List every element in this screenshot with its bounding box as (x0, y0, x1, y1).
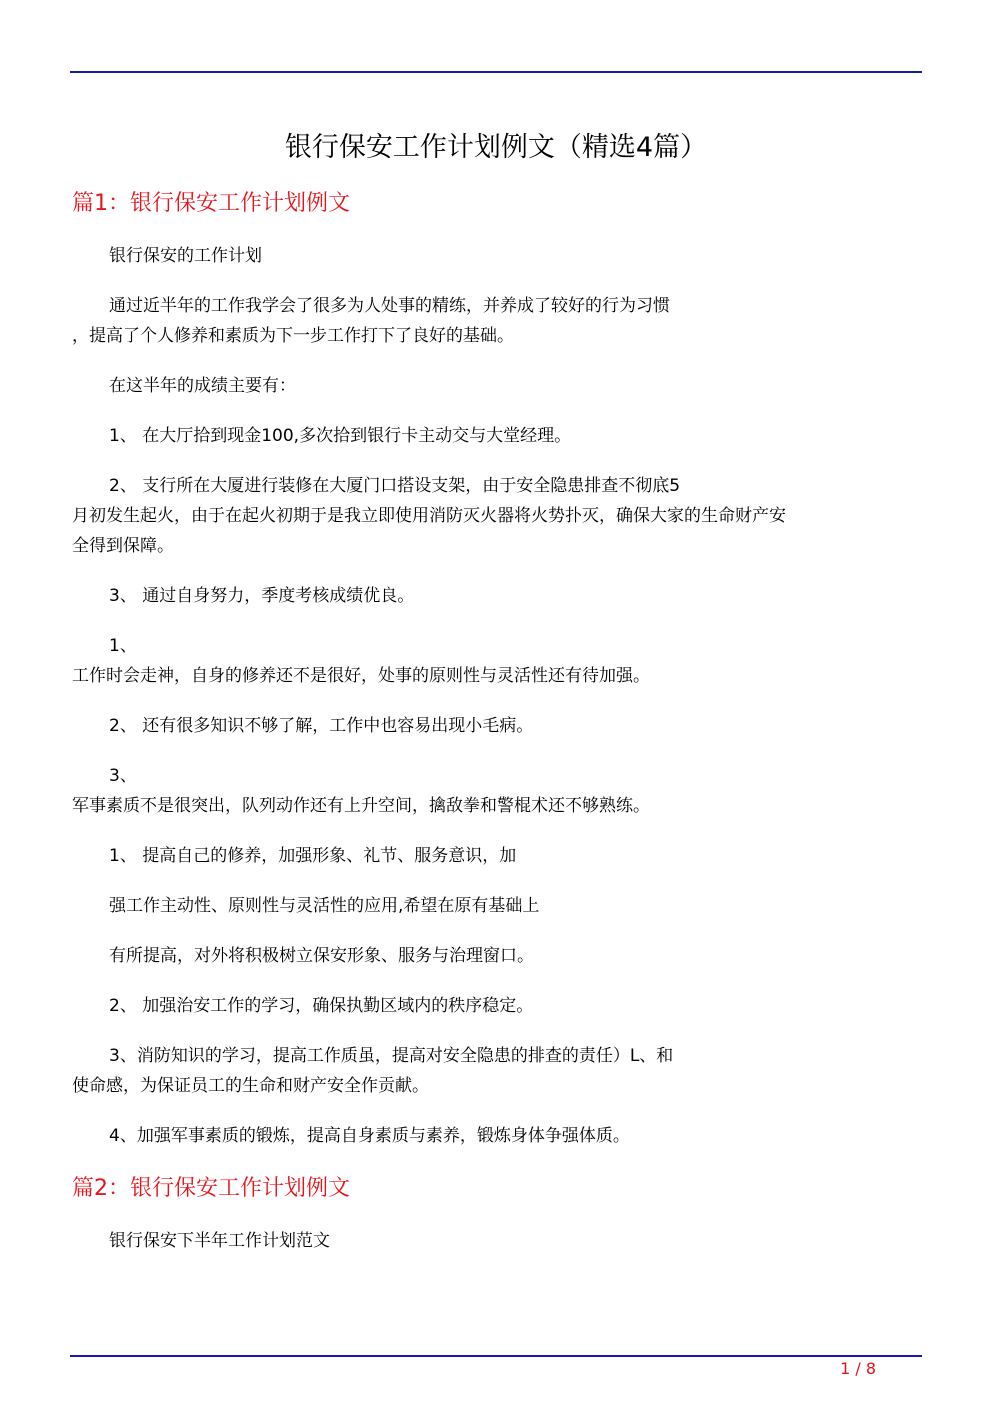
text-line: 使命感，为保证员工的生命和财产安全作贡献。 (72, 1076, 429, 1096)
text-line: 4、加强军事素质的锻炼，提高自身素质与素养，锻炼身体争强体质。 (109, 1126, 630, 1146)
document-body (72, 186, 922, 1276)
text-line: 军事素质不是很突出，队列动作还有上升空间，擒敌拳和警棍术还不够熟练。 (72, 796, 650, 816)
paragraph (72, 421, 922, 451)
text-line: 1、 (109, 636, 137, 656)
text-line: 工作时会走神，自身的修养还不是很好，处事的原则性与灵活性还有待加强。 (72, 666, 650, 686)
document-title: 银行保安工作计划例文（精选4篇） (284, 132, 708, 163)
paragraph (72, 371, 922, 401)
section-heading: 篇2：银行保安工作计划例文 (72, 1176, 350, 1201)
paragraph (72, 1226, 922, 1256)
paragraph (72, 941, 922, 971)
text-line: 2、 支行所在大厦进行装修在大厦门口搭设支架，由于安全隐患排查不彻底5 (109, 476, 681, 496)
text-line: 2、 加强治安工作的学习，确保执勤区域内的秩序稳定。 (109, 996, 534, 1016)
text-line: 3、 (109, 766, 137, 786)
text-line: ，提高了个人修养和素质为下一步工作打下了良好的基础。 (72, 326, 514, 346)
text-line: 银行保安下半年工作计划范文 (109, 1231, 330, 1251)
text-line: 在这半年的成绩主要有： (109, 376, 296, 396)
text-line: 有所提高，对外将积极树立保安形象、服务与治理窗口。 (109, 946, 534, 966)
text-line: 通过近半年的工作我学会了很多为人处事的精练，并养成了较好的行为习惯 (109, 296, 670, 316)
footer-rule (70, 1355, 922, 1357)
section-heading: 篇1：银行保安工作计划例文 (72, 191, 350, 216)
text-line: 1、 提高自己的修养，加强形象、礼节、服务意识，加 (109, 846, 517, 866)
paragraph (72, 471, 922, 561)
paragraph (72, 891, 922, 921)
paragraph (72, 1041, 922, 1101)
text-line: 3、 通过自身努力，季度考核成绩优良。 (109, 586, 415, 606)
paragraph (72, 241, 922, 271)
paragraph (72, 631, 922, 691)
page-number: 1 / 8 (840, 1359, 876, 1378)
text-line: 强工作主动性、原则性与灵活性的应用,希望在原有基础上 (109, 896, 540, 916)
paragraph (72, 711, 922, 741)
paragraph (72, 841, 922, 871)
text-line: 3、消防知识的学习，提高工作质虽，提高对安全隐患的排查的责任）L、和 (109, 1046, 674, 1066)
text-line: 全得到保障。 (72, 536, 174, 556)
text-line: 2、 还有很多知识不够了解，工作中也容易出现小毛病。 (109, 716, 534, 736)
paragraph (72, 991, 922, 1021)
text-line: 月初发生起火，由于在起火初期于是我立即使用消防灭火器将火势扑灭，确保大家的生命财产安 (72, 506, 786, 526)
paragraph (72, 581, 922, 611)
header-rule (70, 71, 922, 73)
text-line: 1、 在大厅拾到现金100,多次拾到银行卡主动交与大堂经理。 (109, 426, 572, 446)
paragraph (72, 1121, 922, 1151)
paragraph (72, 761, 922, 821)
text-line: 银行保安的工作计划 (109, 246, 262, 266)
paragraph (72, 291, 922, 351)
